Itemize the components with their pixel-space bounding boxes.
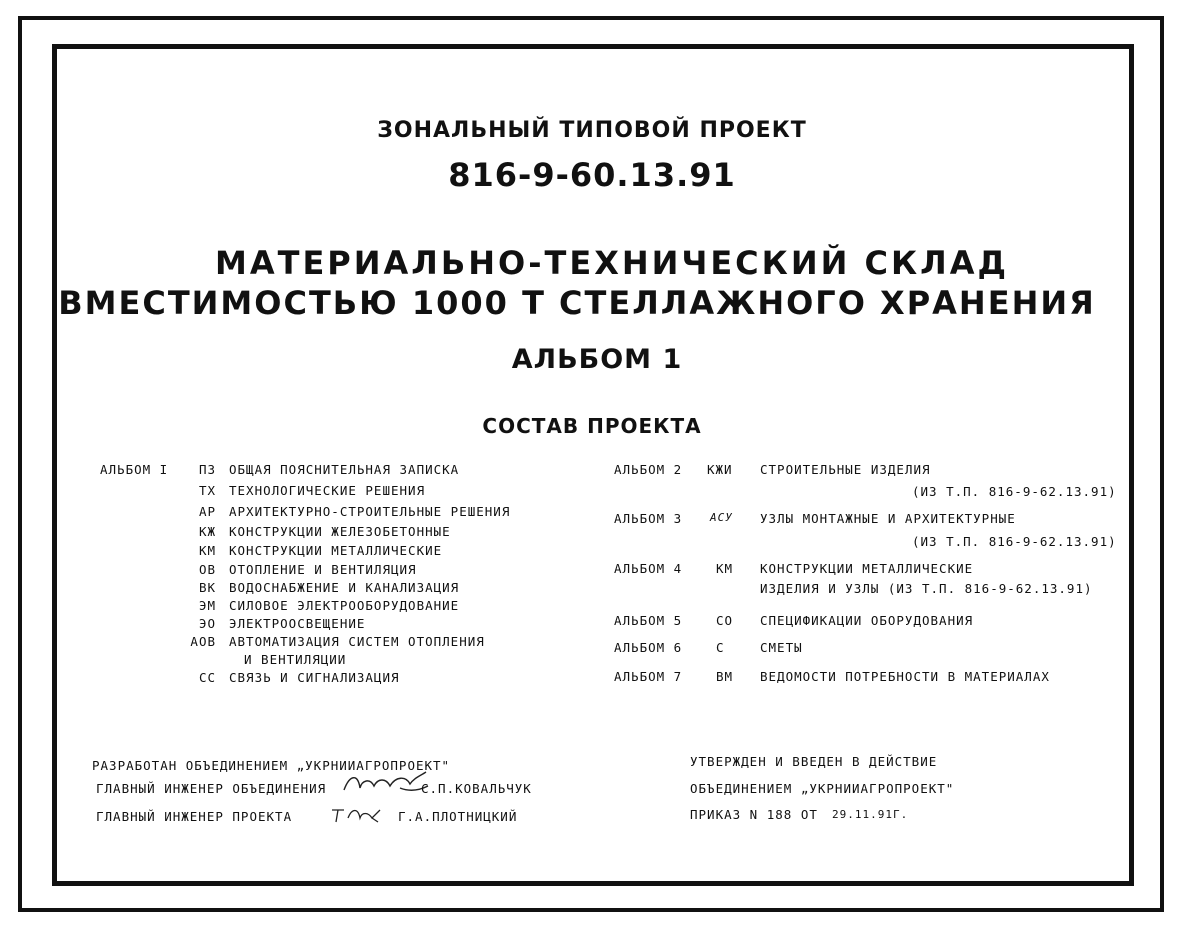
right-album-label: АЛЬБОМ 4 [614, 561, 683, 576]
chief-engineer-project-label: ГЛАВНЫЙ ИНЖЕНЕР ПРОЕКТА [96, 809, 293, 824]
order-label: ПРИКАЗ N 188 ОТ [690, 807, 818, 822]
left-code: ПЗ [198, 462, 216, 477]
chief-engineer-org-name: С.П.КОВАЛЬЧУК [421, 781, 532, 796]
right-item-text: ВЕДОМОСТИ ПОТРЕБНОСТИ В МАТЕРИАЛАХ [760, 669, 1050, 684]
composition-heading: СОСТАВ ПРОЕКТА [482, 414, 702, 438]
order-date: 29.11.91Г. [832, 808, 909, 821]
left-item-text: СИЛОВОЕ ЭЛЕКТРООБОРУДОВАНИЕ [229, 598, 460, 613]
right-item-text: СПЕЦИФИКАЦИИ ОБОРУДОВАНИЯ [760, 613, 974, 628]
left-item-text: ЭЛЕКТРООСВЕЩЕНИЕ [229, 616, 366, 631]
left-code: ОВ [198, 562, 216, 577]
right-item-text: СМЕТЫ [760, 640, 803, 655]
left-item-text: ТЕХНОЛОГИЧЕСКИЕ РЕШЕНИЯ [229, 483, 426, 498]
right-album-label: АЛЬБОМ 7 [614, 669, 683, 684]
left-item-text: ОБЩАЯ ПОЯСНИТЕЛЬНАЯ ЗАПИСКА [229, 462, 460, 477]
right-album-label: АЛЬБОМ 3 [614, 511, 683, 526]
left-album-label: АЛЬБОМ I [100, 462, 169, 477]
left-code: ВК [198, 580, 216, 595]
approved-text: УТВЕРЖДЕН И ВВЕДЕН В ДЕЙСТВИЕ [690, 754, 938, 769]
project-type: ЗОНАЛЬНЫЙ ТИПОВОЙ ПРОЕКТ [377, 118, 807, 143]
left-code: АР [198, 504, 216, 519]
left-item-text: ВОДОСНАБЖЕНИЕ И КАНАЛИЗАЦИЯ [229, 580, 460, 595]
left-code: ТХ [198, 483, 216, 498]
right-code: АСУ [710, 511, 733, 524]
left-item-text: ОТОПЛЕНИЕ И ВЕНТИЛЯЦИЯ [229, 562, 417, 577]
signature-plotnitsky [328, 804, 388, 826]
left-code: ЭО [198, 616, 216, 631]
right-item-reference: (ИЗ Т.П. 816-9-62.13.91) [912, 534, 1117, 549]
right-item-text: УЗЛЫ МОНТАЖНЫЕ И АРХИТЕКТУРНЫЕ [760, 511, 1016, 526]
left-code: КМ [198, 543, 216, 558]
approved-by: ОБЪЕДИНЕНИЕМ „УКРНИИАГРОПРОЕКТ" [690, 781, 955, 796]
left-item-text: АРХИТЕКТУРНО-СТРОИТЕЛЬНЫЕ РЕШЕНИЯ [229, 504, 511, 519]
right-album-label: АЛЬБОМ 5 [614, 613, 683, 628]
project-number: 816-9-60.13.91 [448, 156, 736, 194]
right-item-text: КОНСТРУКЦИИ МЕТАЛЛИЧЕСКИЕ [760, 561, 974, 576]
right-album-label: АЛЬБОМ 2 [614, 462, 683, 477]
left-item-text: АВТОМАТИЗАЦИЯ СИСТЕМ ОТОПЛЕНИЯ [229, 634, 485, 649]
chief-engineer-org-label: ГЛАВНЫЙ ИНЖЕНЕР ОБЪЕДИНЕНИЯ [96, 781, 327, 796]
title-line-1: МАТЕРИАЛЬНО-ТЕХНИЧЕСКИЙ СКЛАД [215, 244, 1009, 282]
right-item-text-continued: ИЗДЕЛИЯ И УЗЛЫ (ИЗ Т.П. 816-9-62.13.91) [760, 581, 1093, 596]
left-item-text: КОНСТРУКЦИИ МЕТАЛЛИЧЕСКИЕ [229, 543, 443, 558]
right-album-label: АЛЬБОМ 6 [614, 640, 683, 655]
right-item-text: СТРОИТЕЛЬНЫЕ ИЗДЕЛИЯ [760, 462, 931, 477]
left-code: АОВ [190, 634, 216, 649]
title-line-2: ВМЕСТИМОСТЬЮ 1000 Т СТЕЛЛАЖНОГО ХРАНЕНИЯ [58, 284, 1096, 322]
right-code: КЖИ [707, 462, 733, 477]
chief-engineer-project-name: Г.А.ПЛОТНИЦКИЙ [398, 809, 518, 824]
right-item-reference: (ИЗ Т.П. 816-9-62.13.91) [912, 484, 1117, 499]
right-code: С [716, 640, 725, 655]
right-code: ВМ [716, 669, 734, 684]
right-code: СО [716, 613, 734, 628]
developed-by: РАЗРАБОТАН ОБЪЕДИНЕНИЕМ „УКРНИИАГРОПРОЕКТ" [92, 758, 451, 773]
left-code: ЭМ [198, 598, 216, 613]
left-code: КЖ [198, 524, 216, 539]
left-code: СС [198, 670, 216, 685]
album-title: АЛЬБОМ 1 [511, 344, 683, 375]
left-item-text-continued: И ВЕНТИЛЯЦИИ [244, 652, 347, 667]
right-code: КМ [716, 561, 734, 576]
left-item-text: СВЯЗЬ И СИГНАЛИЗАЦИЯ [229, 670, 400, 685]
left-item-text: КОНСТРУКЦИИ ЖЕЛЕЗОБЕТОННЫЕ [229, 524, 451, 539]
